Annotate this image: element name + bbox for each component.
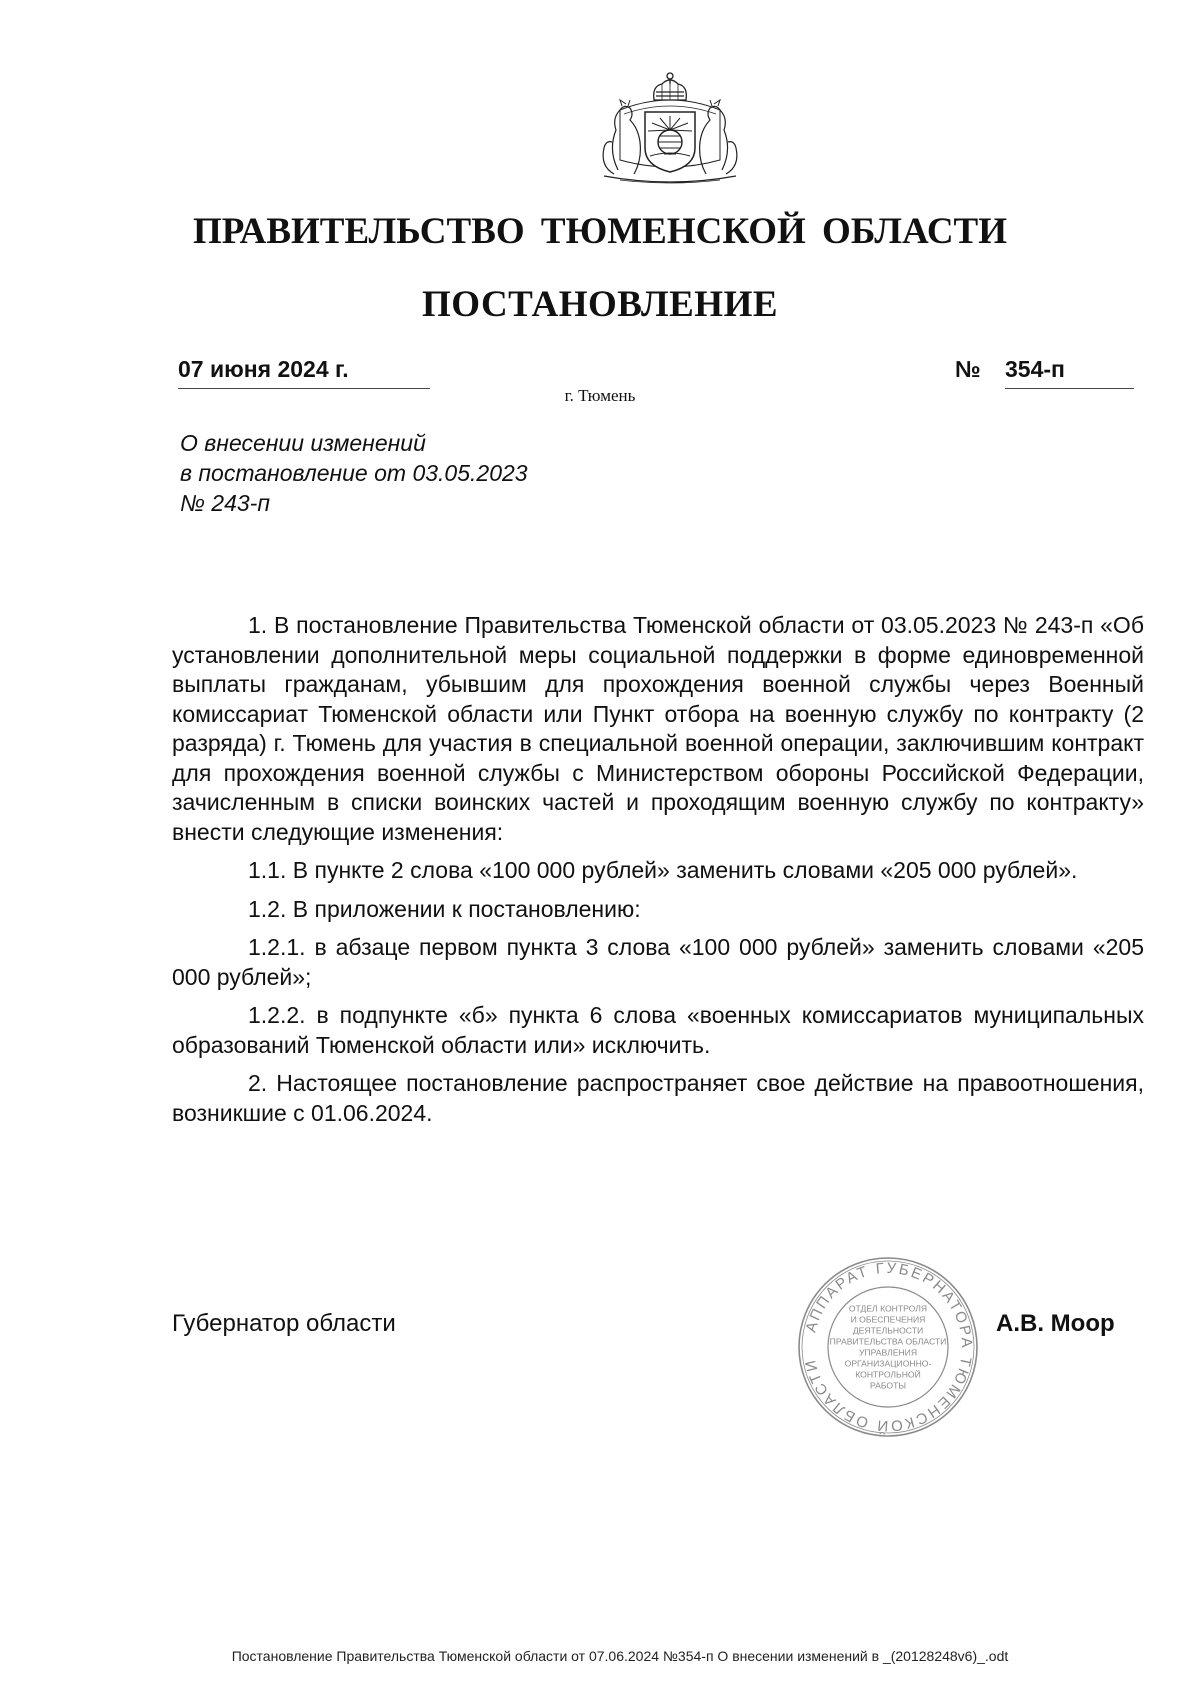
stamp-inner-line: ОРГАНИЗАЦИОННО- — [844, 1358, 932, 1369]
stamp-inner-line: ОТДЕЛ КОНТРОЛЯ — [848, 1303, 928, 1314]
document-body — [172, 611, 1144, 1137]
body-paragraph: 2. Настоящее постановление распространяет свое действие на правоотношения, возникшие с 01.06.2024. — [172, 1070, 1144, 1126]
subject-line: О внесении изменений — [180, 430, 426, 456]
stamp-inner-line: РАБОТЫ — [870, 1380, 906, 1391]
stamp-inner-line: ДЕЯТЕЛЬНОСТИ — [852, 1325, 924, 1336]
signatory-title: Губернатор области — [172, 1310, 396, 1337]
body-paragraph: 1.2.2. в подпункте «б» пункта 6 слова «военных комиссариатов муниципальных образований Тюменской области или» исключить. — [172, 1002, 1144, 1058]
signatory-name: А.В. Моор — [996, 1310, 1115, 1337]
document-number: 354-п — [1005, 356, 1134, 389]
official-stamp — [796, 1255, 980, 1439]
body-paragraph: 1.2. В приложении к постановлению: — [248, 895, 641, 922]
document-footer: Постановление Правительства Тюменской области от 07.06.2024 №354-п О внесении изменений в _(20128248v6)_.odt — [231, 1648, 1009, 1664]
number-sign-label: № — [955, 356, 981, 382]
stamp-inner-line: ПРАВИТЕЛЬСТВА ОБЛАСТИ — [829, 1336, 947, 1347]
subject-line: № 243-п — [180, 490, 270, 516]
body-paragraph: 1. В постановление Правительства Тюменской области от 03.05.2023 № 243-п «Об установлении дополнительной меры социальной поддержки в форме единовременной выплаты гражданам, убывшим для прохождения военной службы через Военный комиссариат Тюменской области или Пункт отбора на военную службу по контракту (2 разряда) г. Тюмень для участия в специальной военной операции, заключившим контракт для прохождения военной службы с Министерством обороны Российской Федерации, зачисленным в списки воинских частей и проходящим военную службу по контракту» внести следующие изменения: — [172, 612, 1144, 845]
svg-text:АППАРАТ ГУБЕРНАТОРА ТЮМЕНСКОЙ: АППАРАТ ГУБЕРНАТОРА ТЮМЕНСКОЙ ОБЛАСТИ — [801, 1259, 976, 1435]
document-number-field — [955, 356, 1134, 384]
document-subject — [180, 428, 528, 518]
subject-line: в постановление от 03.05.2023 — [180, 460, 528, 486]
coat-of-arms-emblem — [590, 70, 750, 188]
document-city: г. Тюмень — [564, 386, 636, 405]
document-type-title: ПОСТАНОВЛЕНИЕ — [421, 284, 779, 325]
stamp-inner-line: УПРАВЛЕНИЯ — [858, 1347, 918, 1358]
body-paragraph: 1.1. В пункте 2 слова «100 000 рублей» заменить словами «205 000 рублей». — [248, 857, 1078, 883]
body-paragraph: 1.2.1. в абзаце первом пункта 3 слова «100 000 рублей» заменить словами «205 000 рублей»; — [172, 934, 1144, 990]
document-date: 07 июня 2024 г. — [178, 356, 430, 389]
organization-title: ПРАВИТЕЛЬСТВО ТЮМЕНСКОЙ ОБЛАСТИ — [192, 211, 1008, 252]
stamp-inner-line: КОНТРОЛЬНОЙ — [855, 1369, 921, 1380]
stamp-inner-line: И ОБЕСПЕЧЕНИЯ — [850, 1314, 926, 1325]
